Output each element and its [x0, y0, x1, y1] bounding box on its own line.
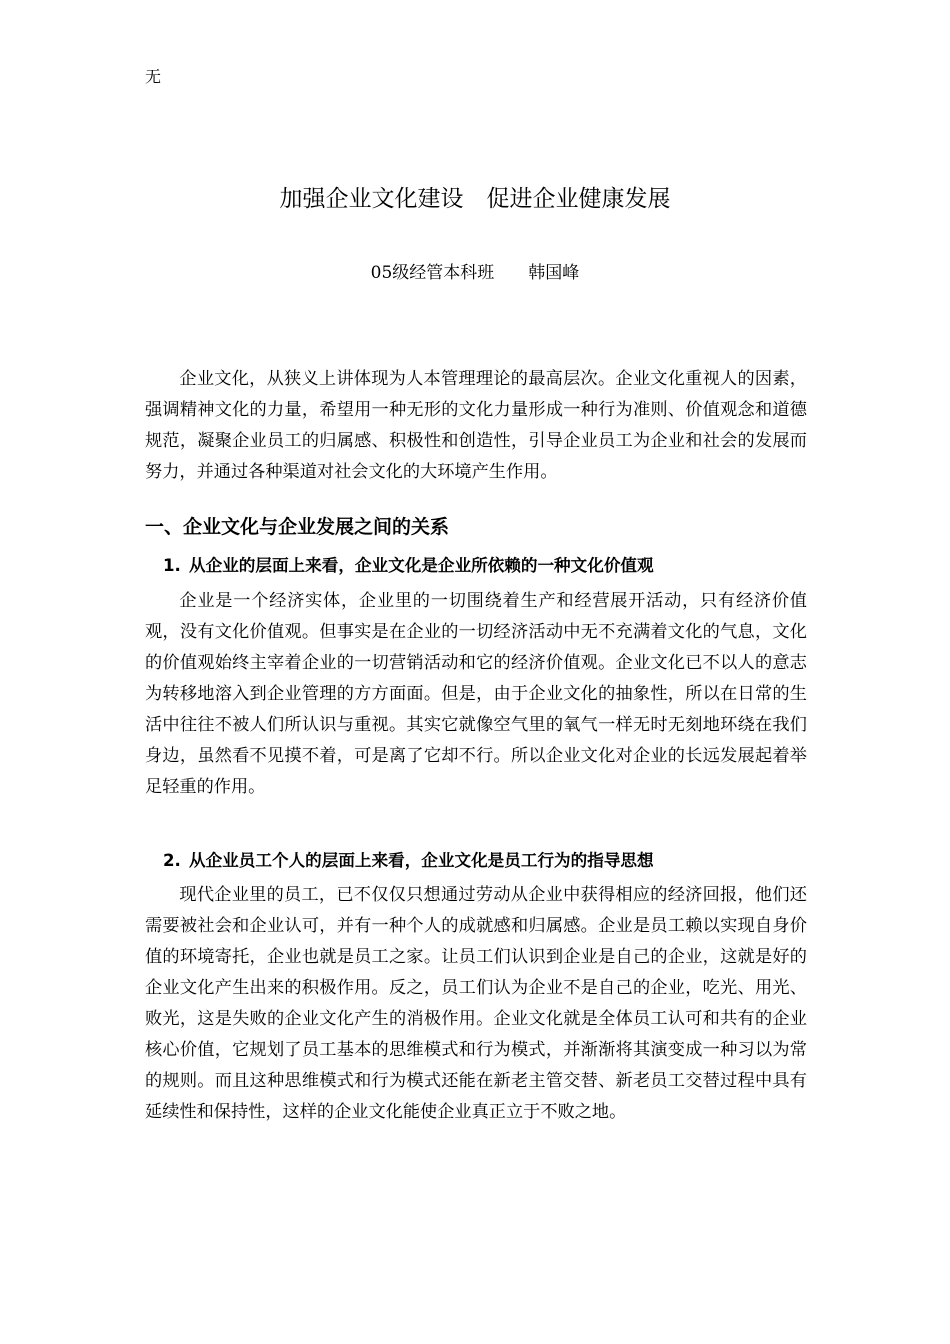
- subsection-number: 2.: [163, 851, 181, 870]
- intro-paragraph: 企业文化，从狭义上讲体现为人本管理理论的最高层次。企业文化重视人的因素，强调精神文化的力量，希望用一种无形的文化力量形成一种行为准则、价值观念和道德规范，凝聚企业员工的归属感、积极性和创造性，引导企业员工为企业和社会的发展而努力，并通过各种渠道对社会文化的大环境产生作用。: [145, 369, 807, 482]
- subsection-paragraph-1: 企业是一个经济实体，企业里的一切围绕着生产和经营展开活动，只有经济价值观，没有文化价值观。但事实是在企业的一切经济活动中无不充满着文化的气息，文化的价值观始终主宰着企业的一切营销活动和它的经济价值观。企业文化已不以人的意志为转移地溶入到企业管理的方方面面。但是，由于企业文化的抽象性，所以在日常的生活中往往不被人们所认识与重视。其实它就像空气里的氧气一样无时无刻地环绕在我们身边，虽然看不见摸不着，可是离了它却不行。所以企业文化对企业的长远发展起着举足轻重的作用。: [145, 591, 807, 797]
- subsection-heading-1: [163, 553, 654, 579]
- subsection-title: 从企业员工个人的层面上来看，企业文化是员工行为的指导思想: [189, 851, 654, 870]
- subsection-heading-2: [163, 848, 654, 874]
- subsection-title: 从企业的层面上来看，企业文化是企业所依赖的一种文化价值观: [189, 556, 654, 575]
- document-title: 加强企业文化建设 促进企业健康发展: [279, 186, 671, 212]
- subsection-number: 1.: [163, 556, 181, 575]
- section-heading: 一、企业文化与企业发展之间的关系: [145, 516, 450, 538]
- author-line: 05级经管本科班 韩国峰: [370, 263, 580, 283]
- header-note: 无: [145, 67, 162, 86]
- subsection-paragraph-2: 现代企业里的员工，已不仅仅只想通过劳动从企业中获得相应的经济回报，他们还需要被社会和企业认可，并有一种个人的成就感和归属感。企业是员工赖以实现自身价值的环境寄托，企业也就是员工之家。让员工们认识到企业是自己的企业，这就是好的企业文化产生出来的积极作用。反之，员工们认为企业不是自己的企业，吃光、用光、败光，这是失败的企业文化产生的消极作用。企业文化就是全体员工认可和共有的企业核心价值，它规划了员工基本的思维模式和行为模式，并渐渐将其演变成一种习以为常的规则。而且这种思维模式和行为模式还能在新老主管交替、新老员工交替过程中具有延续性和保持性，这样的企业文化能使企业真正立于不败之地。: [145, 885, 807, 1122]
